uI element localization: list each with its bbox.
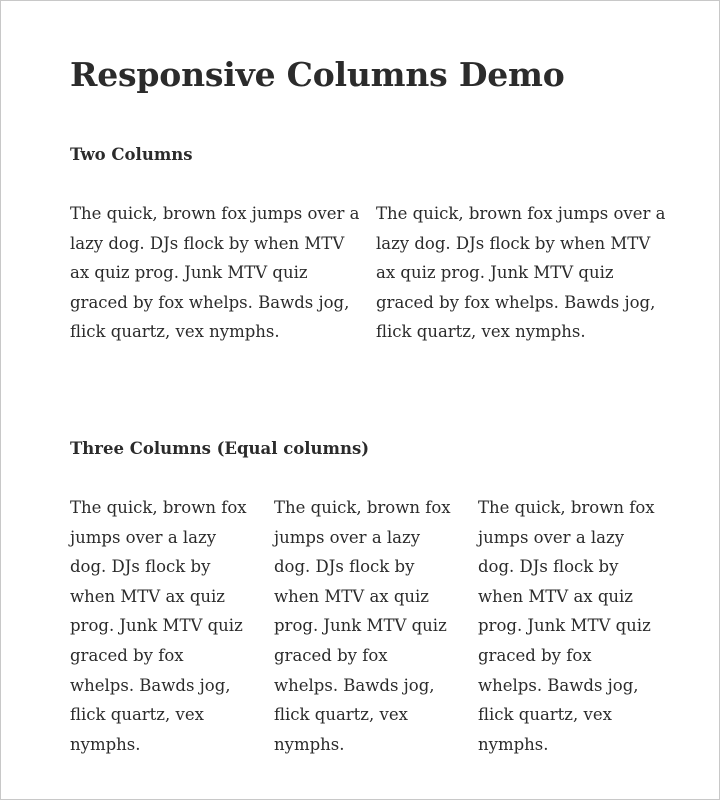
page-title: Responsive Columns Demo — [70, 55, 565, 94]
column-text: The quick, brown fox jumps over a lazy dog. DJs flock by when MTV ax quiz prog. Junk MTV quiz graced by fox whelps. Bawds jog, flick quartz, vex nymphs. — [70, 204, 360, 342]
column-text: The quick, brown fox jumps over a lazy dog. DJs flock by when MTV ax quiz prog. Junk MTV quiz graced by fox whelps. Bawds jog, flick quartz, vex nymphs. — [376, 204, 666, 342]
column-text: The quick, brown fox jumps over a lazy dog. DJs flock by when MTV ax quiz prog. Junk MTV quiz graced by fox whelps. Bawds jog, flick quartz, vex nymphs. — [274, 498, 451, 754]
column-text: The quick, brown fox jumps over a lazy dog. DJs flock by when MTV ax quiz prog. Junk MTV quiz graced by fox whelps. Bawds jog, flick quartz, vex nymphs. — [478, 498, 655, 754]
section-heading-three-columns: Three Columns (Equal columns) — [70, 439, 370, 458]
column-text: The quick, brown fox jumps over a lazy dog. DJs flock by when MTV ax quiz prog. Junk MTV quiz graced by fox whelps. Bawds jog, flick quartz, vex nymphs. — [70, 498, 247, 754]
section-heading-two-columns: Two Columns — [70, 145, 193, 164]
